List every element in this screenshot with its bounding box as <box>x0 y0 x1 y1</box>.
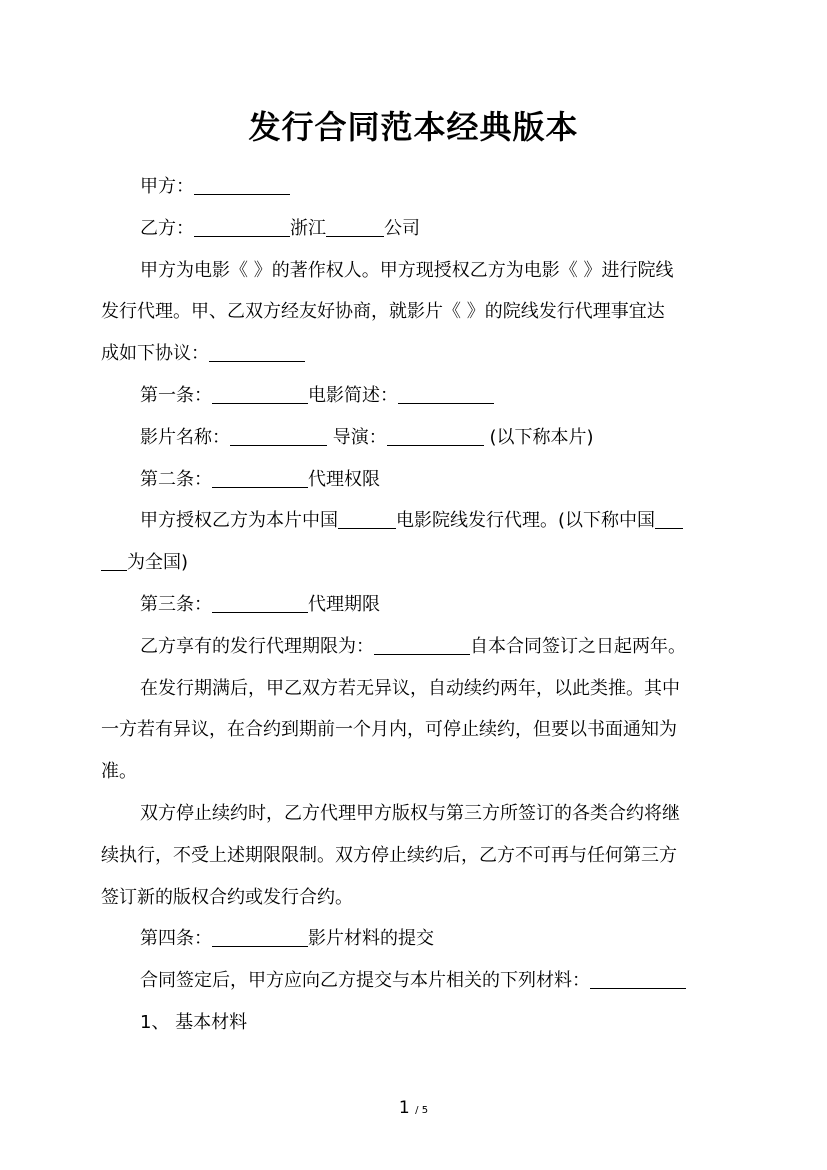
paragraph-line: 发行代理。甲、乙双方经友好协商，就影片《 》的院线发行代理事宜达 <box>101 301 665 323</box>
film-name-line: 影片名称： 导演： (以下称本片) <box>140 426 594 448</box>
blank-field <box>212 467 308 488</box>
paragraph-line: 为全国) <box>101 542 723 584</box>
article-4-heading: 第四条： 影片材料的提交 <box>140 928 434 950</box>
blank-field <box>212 926 308 947</box>
paragraph-line: 准。 <box>101 761 137 783</box>
article-2-heading: 第二条： 代理权限 <box>140 468 380 490</box>
blank-field <box>101 550 127 571</box>
party-b-line: 乙方： 浙江 公司 <box>140 217 420 239</box>
document-title: 发行合同范本经典版本 <box>248 108 579 146</box>
blank-field <box>209 341 305 362</box>
blank-field <box>212 592 308 613</box>
paragraph-line: 合同签定后，甲方应向乙方提交与本片相关的下列材料： <box>101 960 723 1002</box>
blank-field <box>374 634 470 655</box>
paragraph-line: 续执行，不受上述期限限制。双方停止续约后，乙方不可再与任何第三方 <box>101 844 677 866</box>
blank-field <box>194 174 290 195</box>
paragraph-line: 甲方授权乙方为本片中国 电影院线发行代理。(以下称中国 <box>101 500 723 542</box>
blank-field <box>655 508 683 529</box>
blank-field <box>590 968 686 989</box>
paragraph-line: 双方停止续约时，乙方代理甲方版权与第三方所签订的各类合约将继 <box>140 802 680 824</box>
blank-field <box>398 383 494 404</box>
paragraph-line: 签订新的版权合约或发行合约。 <box>101 886 353 908</box>
blank-field <box>230 425 327 446</box>
paragraph-line: 在发行期满后，甲乙双方若无异议，自动续约两年，以此类推。其中 <box>140 677 680 699</box>
article-3-heading: 第三条： 代理期限 <box>140 593 380 615</box>
party-a-line: 甲方： <box>101 166 723 208</box>
paragraph-line: 甲方为电影《 》的著作权人。甲方现授权乙方为电影《 》进行院线 <box>140 259 674 281</box>
blank-field <box>194 216 290 237</box>
paragraph-line: 乙方享有的发行代理期限为： 自本合同签订之日起两年。 <box>140 635 686 657</box>
page-number: 1 / 5 <box>398 1098 429 1118</box>
blank-field <box>387 425 484 446</box>
blank-field <box>326 216 384 237</box>
paragraph-line: 成如下协议： <box>101 333 723 375</box>
document-body <box>101 166 723 1044</box>
article-1-heading: 第一条： 电影简述： <box>101 375 723 417</box>
blank-field <box>338 508 396 529</box>
blank-field <box>212 383 308 404</box>
paragraph-line: 一方若有异议，在合约到期前一个月内，可停止续约，但要以书面通知为 <box>101 719 677 741</box>
list-item: 1、 基本材料 <box>140 1011 248 1033</box>
